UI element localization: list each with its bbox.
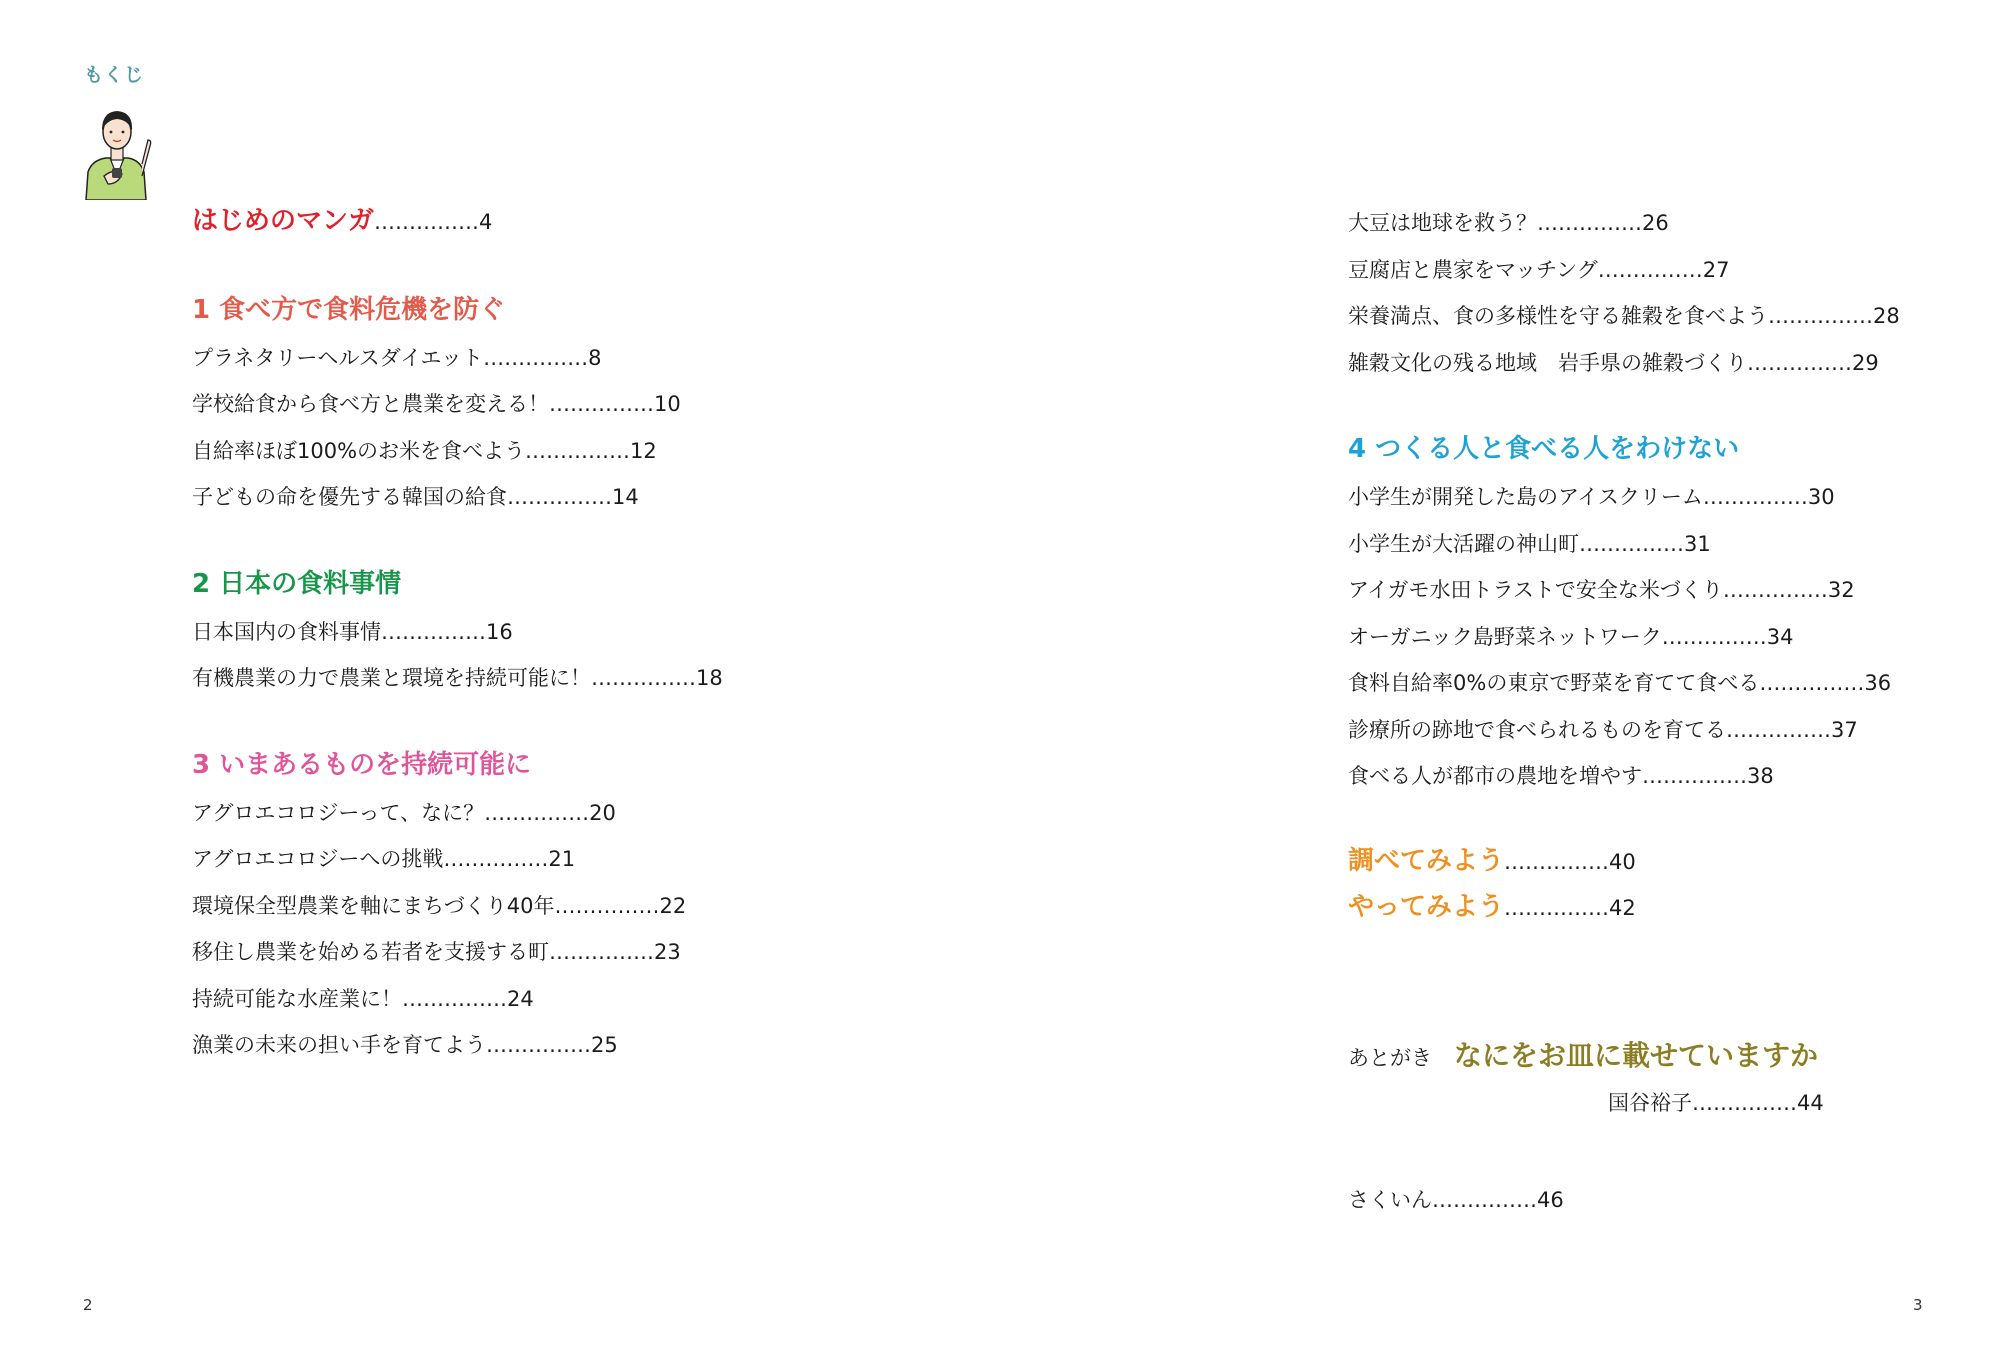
toc-entry-title: 自給率ほぼ100%のお米を食べよう [192, 438, 526, 463]
toc-entry[interactable] [1348, 293, 1900, 340]
page-ref: 34 [1766, 624, 1794, 649]
afterword-label: あとがき [1348, 1045, 1432, 1070]
toc-entry-afterword[interactable] [1348, 1031, 1900, 1081]
toc-entry[interactable] [1348, 614, 1900, 661]
toc-entry[interactable] [192, 609, 723, 656]
toc-entry[interactable] [192, 474, 723, 521]
leader-dots: …………… [554, 893, 660, 918]
leader-dots: …………… [549, 392, 654, 416]
toc-entry[interactable] [192, 883, 723, 930]
afterword-author-line [1348, 1081, 1900, 1125]
author-illustration [80, 102, 154, 200]
toc-entry-title: やってみよう [1348, 892, 1505, 922]
toc-entry-title: アグロエコロジーって、なに？ [192, 800, 485, 825]
toc-entry-title: 小学生が開発した島のアイスクリーム [1348, 485, 1703, 509]
toc-entry-title: 食べる人が都市の農地を増やす [1348, 764, 1642, 788]
page-ref: 24 [507, 986, 534, 1011]
toc-entry-title: アイガモ水田トラストで安全な米づくり [1348, 578, 1723, 602]
page-ref: 12 [630, 438, 657, 463]
leader-dots: …………… [1722, 578, 1828, 602]
toc-entry-title: アグロエコロジーへの挑戦 [192, 847, 444, 871]
toc-entry-title: 食料自給率0%の東京で野菜を育てて食べる [1348, 671, 1760, 695]
leader-dots: …………… [1504, 896, 1610, 920]
toc-entry-title: 持続可能な水産業に！ [192, 986, 402, 1011]
leader-dots: …………… [484, 800, 590, 825]
leader-dots: …………… [1504, 849, 1610, 874]
leader-dots: …………… [381, 619, 486, 644]
leader-dots: …………… [483, 345, 589, 370]
section-heading-3: 3 いまあるものを持続可能に [192, 749, 532, 780]
page-ref: 18 [696, 666, 723, 690]
section-heading-2: 2 日本の食料事情 [192, 568, 402, 599]
leader-dots: …………… [1661, 624, 1767, 649]
toc-entry-title: 小学生が大活躍の神山町 [1348, 531, 1579, 556]
toc-entry[interactable] [192, 976, 723, 1023]
toc-entry-title: 調べてみよう [1348, 845, 1505, 876]
leader-dots: …………… [1642, 764, 1747, 788]
toc-entry[interactable] [1348, 521, 1900, 568]
leader-dots: …………… [1702, 485, 1808, 509]
page-ref: 30 [1807, 485, 1835, 509]
page-ref: 16 [486, 619, 513, 644]
toc-entry[interactable] [192, 790, 723, 837]
toc-entry[interactable] [1348, 474, 1900, 521]
toc-entry[interactable] [192, 655, 723, 702]
toc-entry[interactable] [1348, 753, 1900, 800]
toc-entry-title: 雑穀文化の残る地域 岩手県の雑穀づくり [1348, 350, 1747, 375]
toc-entry-title: 栄養満点、食の多様性を守る雑穀を食べよう [1348, 304, 1768, 328]
leader-dots: …………… [1692, 1090, 1797, 1115]
toc-entry[interactable] [192, 381, 723, 428]
toc-entry-title: はじめのマンガ [192, 206, 375, 236]
leader-dots: …………… [1759, 671, 1865, 695]
toc-right-column [1348, 200, 1900, 1223]
page-ref: 36 [1864, 671, 1892, 695]
toc-entry[interactable] [1348, 200, 1900, 247]
leader-dots: …………… [591, 666, 696, 690]
leader-dots: …………… [374, 210, 480, 234]
leader-dots: …………… [1432, 1187, 1537, 1212]
toc-entry[interactable] [192, 929, 723, 976]
page-number: 3 [1913, 1296, 1923, 1314]
toc-entry-title: 環境保全型農業を軸にまちづくり40年 [192, 893, 555, 918]
page-ref: 46 [1537, 1187, 1564, 1212]
page-ref: 42 [1609, 896, 1636, 920]
leader-dots: …………… [525, 438, 631, 463]
page-ref: 28 [1873, 304, 1900, 328]
toc-entry[interactable] [192, 428, 723, 475]
page-ref: 20 [589, 800, 616, 825]
toc-entry-title: 子どもの命を優先する韓国の給食 [192, 485, 507, 509]
page-ref: 31 [1684, 531, 1711, 556]
right-page [1000, 0, 2000, 1367]
leader-dots: …………… [1597, 257, 1703, 282]
leader-dots: …………… [549, 940, 654, 964]
toc-entry-intro[interactable] [192, 198, 723, 245]
toc-entry-research[interactable] [1348, 838, 1900, 885]
toc-entry[interactable] [1348, 340, 1900, 387]
toc-entry[interactable] [1348, 247, 1900, 294]
leader-dots: …………… [1537, 211, 1642, 235]
leader-dots: …………… [402, 986, 507, 1011]
leader-dots: …………… [1726, 717, 1831, 742]
section-heading-4: 4 つくる人と食べる人をわけない [1348, 434, 1740, 464]
toc-entry-title: 漁業の未来の担い手を育てよう [192, 1033, 486, 1057]
toc-entry-title: 学校給食から食べ方と農業を変える！ [192, 392, 549, 416]
page-ref: 26 [1642, 211, 1669, 235]
page-ref: 29 [1852, 350, 1879, 375]
toc-entry-try[interactable] [1348, 884, 1900, 931]
leader-dots: …………… [1579, 531, 1684, 556]
afterword-title: なにをお皿に載せていますか [1454, 1038, 1819, 1072]
toc-entry[interactable] [1348, 660, 1900, 707]
page-ref: 25 [591, 1033, 618, 1057]
toc-entry-title: 診療所の跡地で食べられるものを育てる [1348, 717, 1726, 742]
leader-dots: …………… [1747, 350, 1852, 375]
leader-dots: …………… [507, 485, 612, 509]
toc-entry-title: 移住し農業を始める若者を支援する町 [192, 940, 549, 964]
page-ref: 14 [612, 485, 639, 509]
page-ref: 38 [1747, 764, 1774, 788]
toc-entry[interactable] [192, 1022, 723, 1069]
page-ref: 32 [1827, 578, 1855, 602]
toc-entry-index[interactable] [1348, 1177, 1900, 1224]
page-ref: 8 [588, 345, 602, 370]
toc-entry-title: 日本国内の食料事情 [192, 619, 381, 644]
toc-entry[interactable] [1348, 567, 1900, 614]
toc-entry[interactable] [192, 836, 723, 883]
author-name: 国谷裕子 [1608, 1090, 1692, 1115]
page-ref: 37 [1831, 717, 1858, 742]
page-ref: 23 [654, 940, 681, 964]
section-heading-1: 1 食べ方で食料危機を防ぐ [192, 294, 506, 325]
toc-entry-title: プラネタリーヘルスダイエット [192, 345, 484, 370]
toc-heading: もくじ [84, 64, 145, 86]
leader-dots: …………… [486, 1033, 591, 1057]
page-ref: 4 [479, 210, 493, 234]
page-ref: 10 [654, 392, 681, 416]
toc-entry-title: 豆腐店と農家をマッチング [1348, 257, 1598, 282]
toc-entry-title: 大豆は地球を救う？ [1348, 211, 1537, 235]
toc-entry[interactable] [192, 335, 723, 382]
page-ref: 27 [1702, 257, 1730, 282]
toc-entry-title: オーガニック島野菜ネットワーク [1348, 624, 1662, 649]
page-ref: 44 [1797, 1090, 1824, 1115]
page-ref: 40 [1609, 849, 1636, 874]
page-ref: 21 [548, 847, 576, 871]
toc-entry-title: さくいん [1348, 1187, 1432, 1212]
page-number: 2 [83, 1296, 93, 1314]
leader-dots: …………… [443, 847, 549, 871]
toc-left-column [192, 198, 723, 1069]
leader-dots: …………… [1768, 304, 1873, 328]
page-ref: 22 [659, 893, 687, 918]
toc-entry[interactable] [1348, 707, 1900, 754]
toc-entry-title: 有機農業の力で農業と環境を持続可能に！ [192, 666, 591, 690]
